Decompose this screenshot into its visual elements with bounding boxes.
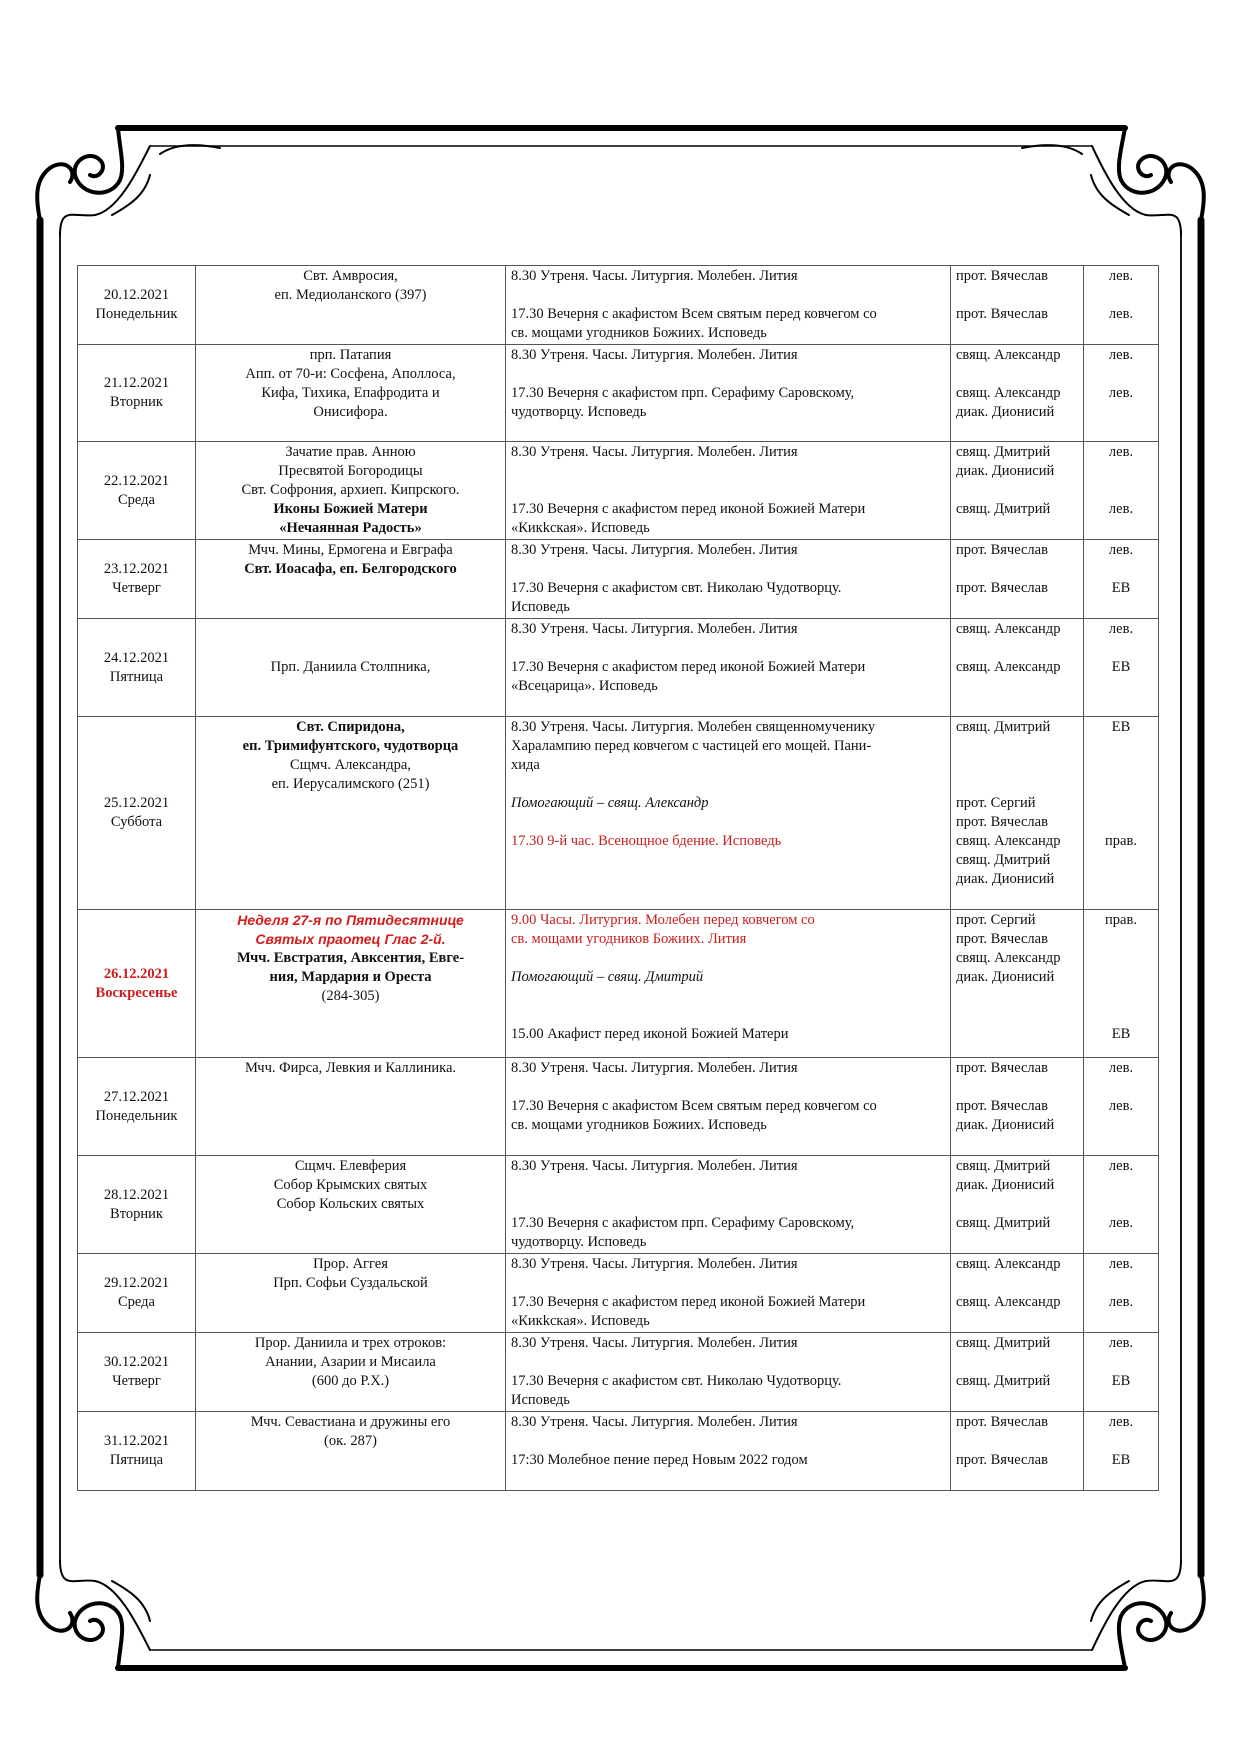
saint-line: Мчч. Фирса, Левкия и Каллиника. [244,1060,457,1076]
service-line [511,286,945,305]
date-text: 29.12.2021 [103,1275,170,1291]
service-line: Харалампию перед ковчегом с частицей его мощей. Пани- [511,738,872,754]
vestment-color-line [1089,1006,1153,1025]
weekday-text: Суббота [110,814,163,830]
weekday-text: Понедельник [95,1107,178,1124]
clergy-cell [951,345,1084,442]
clergy-line [956,639,1078,658]
service-line [511,813,945,832]
clergy-line: свящ. Александр [956,833,1061,849]
vestment-color-line: лев. [1108,1215,1134,1231]
clergy-line: свящ. Александр [956,385,1061,401]
saint-line: прп. Патапия [309,347,392,363]
vestment-color-line: прав. [1105,833,1137,849]
service-line: «Кикkская». Исповедь [511,1313,650,1329]
service-line: 8.30 Утреня. Часы. Литургия. Молебен. Лития [511,1158,798,1174]
service-line: Исповедь [511,1392,570,1408]
clergy-line [956,1353,1078,1372]
date-text: 25.12.2021 [103,795,170,811]
date-cell [78,1156,196,1254]
saint-line: Кифа, Тихика, Епафродита и [261,385,440,401]
clergy-line: прот. Вячеслав [956,306,1048,322]
vestment-color-cell [1084,1156,1159,1254]
saint-line: Анании, Азарии и Мисаила [265,1354,436,1370]
clergy-line [956,1274,1078,1293]
table-row [78,1058,1159,1156]
saints-cell [196,1254,506,1333]
service-line [511,481,945,500]
vestment-color-line [1089,737,1153,756]
saint-line: Прор. Даниила и трех отроков: [254,1335,447,1351]
saint-line: Иконы Божией Матери [273,501,428,517]
vestment-color-line: лев. [1108,444,1134,460]
vestment-color-line: ЕВ [1111,1026,1131,1042]
services-cell [506,345,951,442]
vestment-color-line: лев. [1108,347,1134,363]
saint-line [201,620,500,639]
saint-line: Свт. Софрония, архиеп. Кипрского. [241,482,460,498]
vestment-color-line [1089,987,1153,1006]
vestment-color-line: лев. [1108,1414,1134,1430]
clergy-line: прот. Вячеслав [956,1414,1048,1430]
saint-line: еп. Иерусалимского (251) [271,776,430,792]
clergy-line: диак. Дионисий [956,1177,1055,1193]
service-line [511,949,945,968]
service-line [511,987,945,1006]
clergy-line: свящ. Дмитрий [956,852,1051,868]
clergy-line: прот. Вячеслав [956,1098,1048,1114]
service-line: 8.30 Утреня. Часы. Литургия. Молебен. Лития [511,1256,798,1272]
vestment-color-line [1089,462,1153,481]
vestment-color-line: лев. [1108,542,1134,558]
service-line [511,1353,945,1372]
clergy-cell [951,540,1084,619]
service-line: 8.30 Утреня. Часы. Литургия. Молебен. Лития [511,347,798,363]
date-text: 30.12.2021 [103,1354,170,1370]
weekday-text: Четверг [112,1373,161,1389]
clergy-line: свящ. Александр [956,621,1061,637]
service-line [511,639,945,658]
clergy-line: свящ. Дмитрий [956,1158,1051,1174]
service-line: св. мощами угодников Божиих. Лития [511,931,747,947]
date-text: 28.12.2021 [103,1186,170,1203]
vestment-color-line: лев. [1108,1158,1134,1174]
service-line: 17.30 Вечерня с акафистом перед иконой Божией Матери [511,1294,866,1310]
saints-cell [196,910,506,1058]
saint-line: Зачатие прав. Анною [285,444,416,460]
saint-line: (ок. 287) [324,1433,377,1449]
services-cell [506,540,951,619]
vestment-color-line [1089,949,1153,968]
saint-line: Прп. Софьи Суздальской [273,1275,428,1291]
service-line [511,1432,945,1451]
table-row [78,442,1159,540]
vestment-color-line [1089,639,1153,658]
service-line [511,365,945,384]
vestment-color-line: лев. [1108,1294,1134,1310]
vestment-color-line: лев. [1108,1098,1134,1114]
date-cell [78,1412,196,1491]
date-cell [78,1333,196,1412]
vestment-color-line: прав. [1105,912,1137,928]
service-line: 17.30 Вечерня с акафистом свт. Николаю Чудотворцу. [511,1373,842,1389]
date-cell [78,717,196,910]
vestment-color-cell [1084,619,1159,717]
service-line [511,560,945,579]
service-line [511,696,945,715]
vestment-color-line [1089,286,1153,305]
services-cell [506,266,951,345]
clergy-line: свящ. Дмитрий [956,444,1051,460]
vestment-color-line: лев. [1108,501,1134,517]
saint-line: Свт. Амвросия, [303,268,398,284]
saints-cell [196,1058,506,1156]
table-row [78,619,1159,717]
service-line: 8.30 Утреня. Часы. Литургия. Молебен. Лития [511,268,798,284]
clergy-line [956,1078,1078,1097]
vestment-color-line [1089,365,1153,384]
date-text: 22.12.2021 [103,472,170,489]
vestment-color-cell [1084,1333,1159,1412]
services-cell [506,1254,951,1333]
vestment-color-line: ЕВ [1111,1373,1131,1389]
vestment-color-line: ЕВ [1111,659,1131,675]
saint-line: Прор. Аггея [313,1256,388,1272]
service-line [511,1006,945,1025]
clergy-line: прот. Вячеслав [956,1060,1048,1076]
vestment-color-line [1089,930,1153,949]
weekday-text: Среда [118,491,155,508]
vestment-color-line: лев. [1108,268,1134,284]
weekday-text: Воскресенье [95,984,178,1001]
clergy-line: свящ. Александр [956,1256,1061,1272]
clergy-cell [951,442,1084,540]
service-line: 8.30 Утреня. Часы. Литургия. Молебен. Лития [511,621,798,637]
clergy-line: свящ. Дмитрий [956,1335,1051,1351]
clergy-line: свящ. Александр [956,950,1061,966]
saint-line: «Нечаянная Радость» [279,520,422,536]
saints-cell [196,1156,506,1254]
service-line: 17:30 Молебное пение перед Новым 2022 годом [511,1452,808,1468]
clergy-cell [951,619,1084,717]
weekday-text: Вторник [110,1205,163,1222]
clergy-line [956,756,1078,775]
date-cell [78,442,196,540]
date-text: 26.12.2021 [103,965,170,982]
vestment-color-line: лев. [1108,1335,1134,1351]
weekday-text: Среда [118,1294,155,1310]
saint-line: еп. Тримифунтского, чудотворца [242,738,459,754]
clergy-line [956,1432,1078,1451]
vestment-color-line: лев. [1108,385,1134,401]
clergy-line: свящ. Александр [956,1294,1061,1310]
vestment-color-line: лев. [1108,306,1134,322]
vestment-color-cell [1084,1412,1159,1491]
vestment-color-line [1089,756,1153,775]
weekday-text: Четверг [112,580,161,596]
vestment-color-line [1089,1176,1153,1195]
saints-cell [196,717,506,910]
service-line: Помогающий – свящ. Александр [511,795,709,811]
services-cell [506,1058,951,1156]
vestment-color-line: ЕВ [1111,719,1131,735]
clergy-cell [951,266,1084,345]
saint-line: ния, Мардария и Ореста [269,969,432,985]
clergy-line: прот. Вячеслав [956,814,1048,830]
table-row [78,1254,1159,1333]
clergy-line: прот. Вячеслав [956,268,1048,284]
vestment-color-line [1089,775,1153,794]
clergy-line: прот. Вячеслав [956,1452,1048,1468]
vestment-color-line: лев. [1108,621,1134,637]
saint-line: Апп. от 70-и: Сосфена, Аполлоса, [245,366,456,382]
weekday-text: Понедельник [95,306,178,322]
services-cell [506,1156,951,1254]
service-line: чудотворцу. Исповедь [511,404,647,420]
table-row [78,1333,1159,1412]
weekday-text: Пятница [109,668,164,685]
saint-line: Мчч. Мины, Ермогена и Евграфа [248,542,453,558]
clergy-line: свящ. Дмитрий [956,1373,1051,1389]
table-row [78,717,1159,910]
service-line: 17.30 Вечерня с акафистом Всем святым перед ковчегом со [511,1098,877,1114]
saint-line [201,639,500,658]
saint-line: Пресвятой Богородицы [278,463,423,479]
service-line: св. мощами угодников Божиих. Исповедь [511,325,767,341]
service-line: хида [511,757,540,773]
services-cell [506,717,951,910]
table-row [78,1156,1159,1254]
vestment-color-line [1089,481,1153,500]
clergy-line: диак. Дионисий [956,1117,1055,1133]
vestment-color-line [1089,560,1153,579]
vestment-color-line [1089,1353,1153,1372]
vestment-color-line: ЕВ [1111,580,1131,596]
saint-line: (284-305) [321,988,380,1004]
saint-line: Мчч. Евстратия, Авксентия, Евге- [236,950,465,966]
saint-line: Сщмч. Александра, [290,757,411,773]
service-line: «Кикkская». Исповедь [511,520,650,536]
weekday-text: Пятница [109,1452,164,1468]
vestment-color-line [1089,1195,1153,1214]
service-line [511,1274,945,1293]
vestment-color-line: лев. [1108,1256,1134,1272]
vestment-color-line: лев. [1108,1060,1134,1076]
service-line: 8.30 Утреня. Часы. Литургия. Молебен. Лития [511,1414,798,1430]
service-line [511,1176,945,1195]
service-line: 17.30 Вечерня с акафистом Всем святым перед ковчегом со [511,306,877,322]
vestment-color-cell [1084,910,1159,1058]
date-cell [78,619,196,717]
services-cell [506,1412,951,1491]
clergy-cell [951,1254,1084,1333]
date-cell [78,1058,196,1156]
date-text: 24.12.2021 [103,649,170,666]
clergy-line: свящ. Дмитрий [956,501,1051,517]
clergy-line: свящ. Дмитрий [956,719,1051,735]
saint-line: Свт. Спиридона, [296,719,405,735]
service-line: 15.00 Акафист перед иконой Божией Матери [511,1026,789,1042]
clergy-line [956,481,1078,500]
service-line: 17.30 9-й час. Всенощное бдение. Исповедь [511,833,782,849]
clergy-cell [951,1058,1084,1156]
saint-line: Сщмч. Елевферия [294,1158,407,1174]
clergy-line: прот. Вячеслав [956,542,1048,558]
saint-line: Свт. Иоасафа, еп. Белгородского [244,561,457,577]
service-line: 8.30 Утреня. Часы. Литургия. Молебен. Лития [511,1060,798,1076]
clergy-cell [951,1333,1084,1412]
clergy-line [956,737,1078,756]
date-text: 20.12.2021 [103,287,170,303]
saints-cell [196,266,506,345]
service-line: 8.30 Утреня. Часы. Литургия. Молебен священномученику [511,719,876,735]
service-line: 8.30 Утреня. Часы. Литургия. Молебен. Лития [511,444,798,460]
service-line: Исповедь [511,599,570,615]
table-row [78,266,1159,345]
clergy-cell [951,910,1084,1058]
date-text: 27.12.2021 [103,1088,170,1105]
services-cell [506,619,951,717]
saints-cell [196,619,506,717]
clergy-line: диак. Дионисий [956,463,1055,479]
service-line: св. мощами угодников Божиих. Исповедь [511,1117,767,1133]
saint-line: еп. Медиоланского (397) [274,287,427,303]
service-line: Помогающий – свящ. Дмитрий [511,969,704,985]
table-row [78,910,1159,1058]
date-cell [78,345,196,442]
saint-line: Святых праотец Глас 2-й. [255,931,446,947]
vestment-color-line [1089,1274,1153,1293]
clergy-cell [951,717,1084,910]
clergy-line [956,775,1078,794]
service-line: 17.30 Вечерня с акафистом прп. Серафиму Саровскому, [511,385,855,401]
date-text: 31.12.2021 [103,1433,170,1449]
saint-line: Собор Кольских святых [276,1196,425,1212]
service-line [511,1135,945,1154]
saint-line: Онисифора. [313,404,388,420]
clergy-cell [951,1156,1084,1254]
service-line [511,1195,945,1214]
clergy-line: диак. Дионисий [956,404,1055,420]
saints-cell [196,540,506,619]
schedule-body [78,266,1159,1491]
saint-line: Неделя 27-я по Пятидесятнице [237,912,464,928]
service-schedule-table [77,265,1159,1491]
clergy-line: диак. Дионисий [956,871,1055,887]
saints-cell [196,1333,506,1412]
saint-line: Прп. Даниила Столпника, [270,659,431,675]
table-row [78,345,1159,442]
service-line: 17.30 Вечерня с акафистом перед иконой Божией Матери [511,501,866,517]
service-line: 8.30 Утреня. Часы. Литургия. Молебен. Лития [511,1335,798,1351]
clergy-cell [951,1412,1084,1491]
vestment-color-line [1089,1432,1153,1451]
service-line: «Всецарица». Исповедь [511,678,658,694]
clergy-line: прот. Вячеслав [956,931,1048,947]
vestment-color-cell [1084,266,1159,345]
clergy-line: прот. Вячеслав [956,580,1048,596]
clergy-line: свящ. Дмитрий [956,1215,1051,1231]
service-line [511,775,945,794]
clergy-line: прот. Сергий [956,795,1036,811]
service-line: 9.00 Часы. Литургия. Молебен перед ковчегом со [511,912,815,928]
service-line: чудотворцу. Исповедь [511,1234,647,1250]
saint-line: Собор Крымских святых [273,1177,428,1193]
vestment-color-line [1089,794,1153,813]
service-line: 17.30 Вечерня с акафистом свт. Николаю Чудотворцу. [511,580,842,596]
vestment-color-cell [1084,1254,1159,1333]
clergy-line [956,560,1078,579]
saints-cell [196,1412,506,1491]
vestment-color-line [1089,1078,1153,1097]
vestment-color-cell [1084,442,1159,540]
clergy-line: диак. Дионисий [956,969,1055,985]
clergy-line [956,365,1078,384]
weekday-text: Вторник [110,394,163,410]
clergy-line: прот. Сергий [956,912,1036,928]
date-cell [78,540,196,619]
saint-line: (600 до Р.Х.) [311,1373,390,1389]
saint-line: Мчч. Севастиана и дружины его [250,1414,451,1430]
service-line: 17.30 Вечерня с акафистом прп. Серафиму Саровскому, [511,1215,855,1231]
saints-cell [196,345,506,442]
services-cell [506,442,951,540]
clergy-line: свящ. Александр [956,659,1061,675]
clergy-line [956,1195,1078,1214]
vestment-color-line [1089,813,1153,832]
service-line: 17.30 Вечерня с акафистом перед иконой Божией Матери [511,659,866,675]
vestment-color-cell [1084,1058,1159,1156]
date-text: 21.12.2021 [103,375,170,391]
vestment-color-cell [1084,717,1159,910]
table-row [78,540,1159,619]
services-cell [506,1333,951,1412]
date-cell [78,910,196,1058]
date-text: 23.12.2021 [103,561,170,577]
saints-cell [196,442,506,540]
date-cell [78,1254,196,1333]
clergy-line [956,286,1078,305]
table-row [78,1412,1159,1491]
service-line [511,1078,945,1097]
vestment-color-line [1089,968,1153,987]
vestment-color-cell [1084,345,1159,442]
date-cell [78,266,196,345]
vestment-color-cell [1084,540,1159,619]
vestment-color-line: ЕВ [1111,1452,1131,1468]
service-line [511,462,945,481]
services-cell [506,910,951,1058]
service-line [511,1470,945,1489]
clergy-line: свящ. Александр [956,347,1061,363]
service-line: 8.30 Утреня. Часы. Литургия. Молебен. Лития [511,542,798,558]
